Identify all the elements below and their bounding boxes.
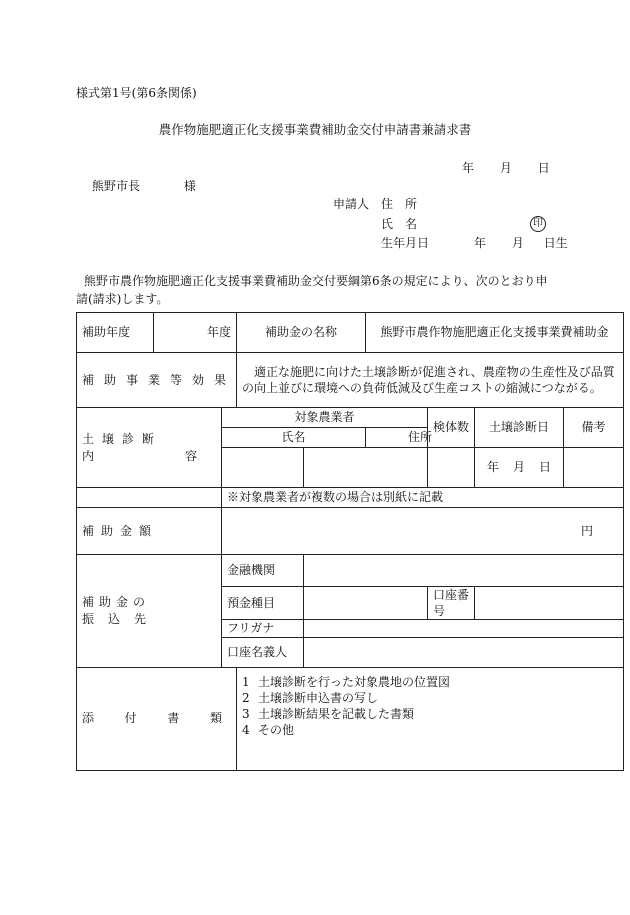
subsidy-name-value: 熊野市農作物施肥適正化支援事業費補助金 [366,313,624,353]
diag-date-cell[interactable]: 年 月 日 [475,448,564,488]
attachment-item: 4 その他 [242,722,295,737]
applicant-label: 申請人 [333,197,370,211]
soil-diagnosis-label: 土壌診断 内 容 [77,408,222,488]
bank-label: 金融機関 [222,555,304,587]
subsidy-year-label: 補助年度 [77,313,154,353]
intro-line-2: 請(請求)します。 [76,292,169,306]
seal-icon: 印 [530,216,546,232]
document-title: 農作物施肥適正化支援事業費補助金交付申請書兼請求書 [158,122,472,137]
address-label: 住 所 [381,197,418,211]
bank-value[interactable] [304,555,624,587]
farmer-name-header: 氏名 [222,428,366,448]
date-day: 日 [537,161,550,175]
date-month: 月 [499,161,512,175]
attachment-item: 1 土壌診断を行った対象農地の位置図 [242,674,451,689]
farmer-address-header: 住所 [366,428,475,448]
deposit-type-value[interactable] [304,587,428,620]
furigana-label: フリガナ [222,620,304,637]
form-number: 様式第1号(第6条関係) [76,86,197,100]
addressee-name: 熊野市長 [92,179,141,193]
attachments-label: 添 付 書 類 [77,667,237,770]
application-table [76,312,624,771]
transfer-label: 補助金の 振込先 [77,555,222,668]
date-year: 年 [462,161,475,175]
samples-header: 検体数 [428,408,475,448]
account-no-label: 口座番号 [428,587,475,620]
furigana-value[interactable] [304,620,624,637]
farmer-address-cell[interactable] [304,448,428,488]
attachment-item: 2 土壌診断申込書の写し [242,690,379,705]
holder-value[interactable] [304,637,624,667]
amount-value[interactable]: 円 [222,508,624,555]
birth-day: 日生 [543,236,568,250]
note-spacer [77,488,222,508]
effect-label: 補 助 事 業 等 効 果 [77,353,237,408]
subsidy-year-value[interactable]: 年度 [154,313,237,353]
diag-date-header: 土壌診断日 [475,408,564,448]
subsidy-name-label: 補助金の名称 [237,313,366,353]
seal-mark [530,216,546,232]
attachments-list [237,667,624,770]
birth-year: 年 [474,236,487,250]
remarks-cell[interactable] [564,448,624,488]
holder-label: 口座名義人 [222,637,304,667]
effect-text: 適正な施肥に向けた土壌診断が促進され、農産物の生産性及び品質の向上並びに環境への負荷低減及び生産コストの縮減につながる。 [237,353,624,408]
intro-line-1: 熊野市農作物施肥適正化支援事業費補助金交付要綱第6条の規定により、次のとおり申 [84,274,548,288]
deposit-type-label: 預金種目 [222,587,304,620]
addressee-suffix: 様 [183,179,196,193]
samples-cell[interactable] [428,448,475,488]
name-label: 氏 名 [381,217,418,231]
amount-label: 補助金額 [77,508,222,555]
addressee [92,180,196,192]
remarks-header: 備考 [564,408,624,448]
account-no-value[interactable] [475,587,624,620]
attachment-item: 3 土壌診断結果を記載した書類 [242,706,415,721]
birth-month: 月 [511,236,524,250]
birth-date [474,237,568,249]
farmer-name-cell[interactable] [222,448,304,488]
multiple-farmers-note: ※対象農業者が複数の場合は別紙に記載 [222,488,624,508]
birth-label: 生年月日 [381,236,430,250]
date-line [462,162,550,174]
target-farmer-header: 対象農業者 [222,408,428,428]
